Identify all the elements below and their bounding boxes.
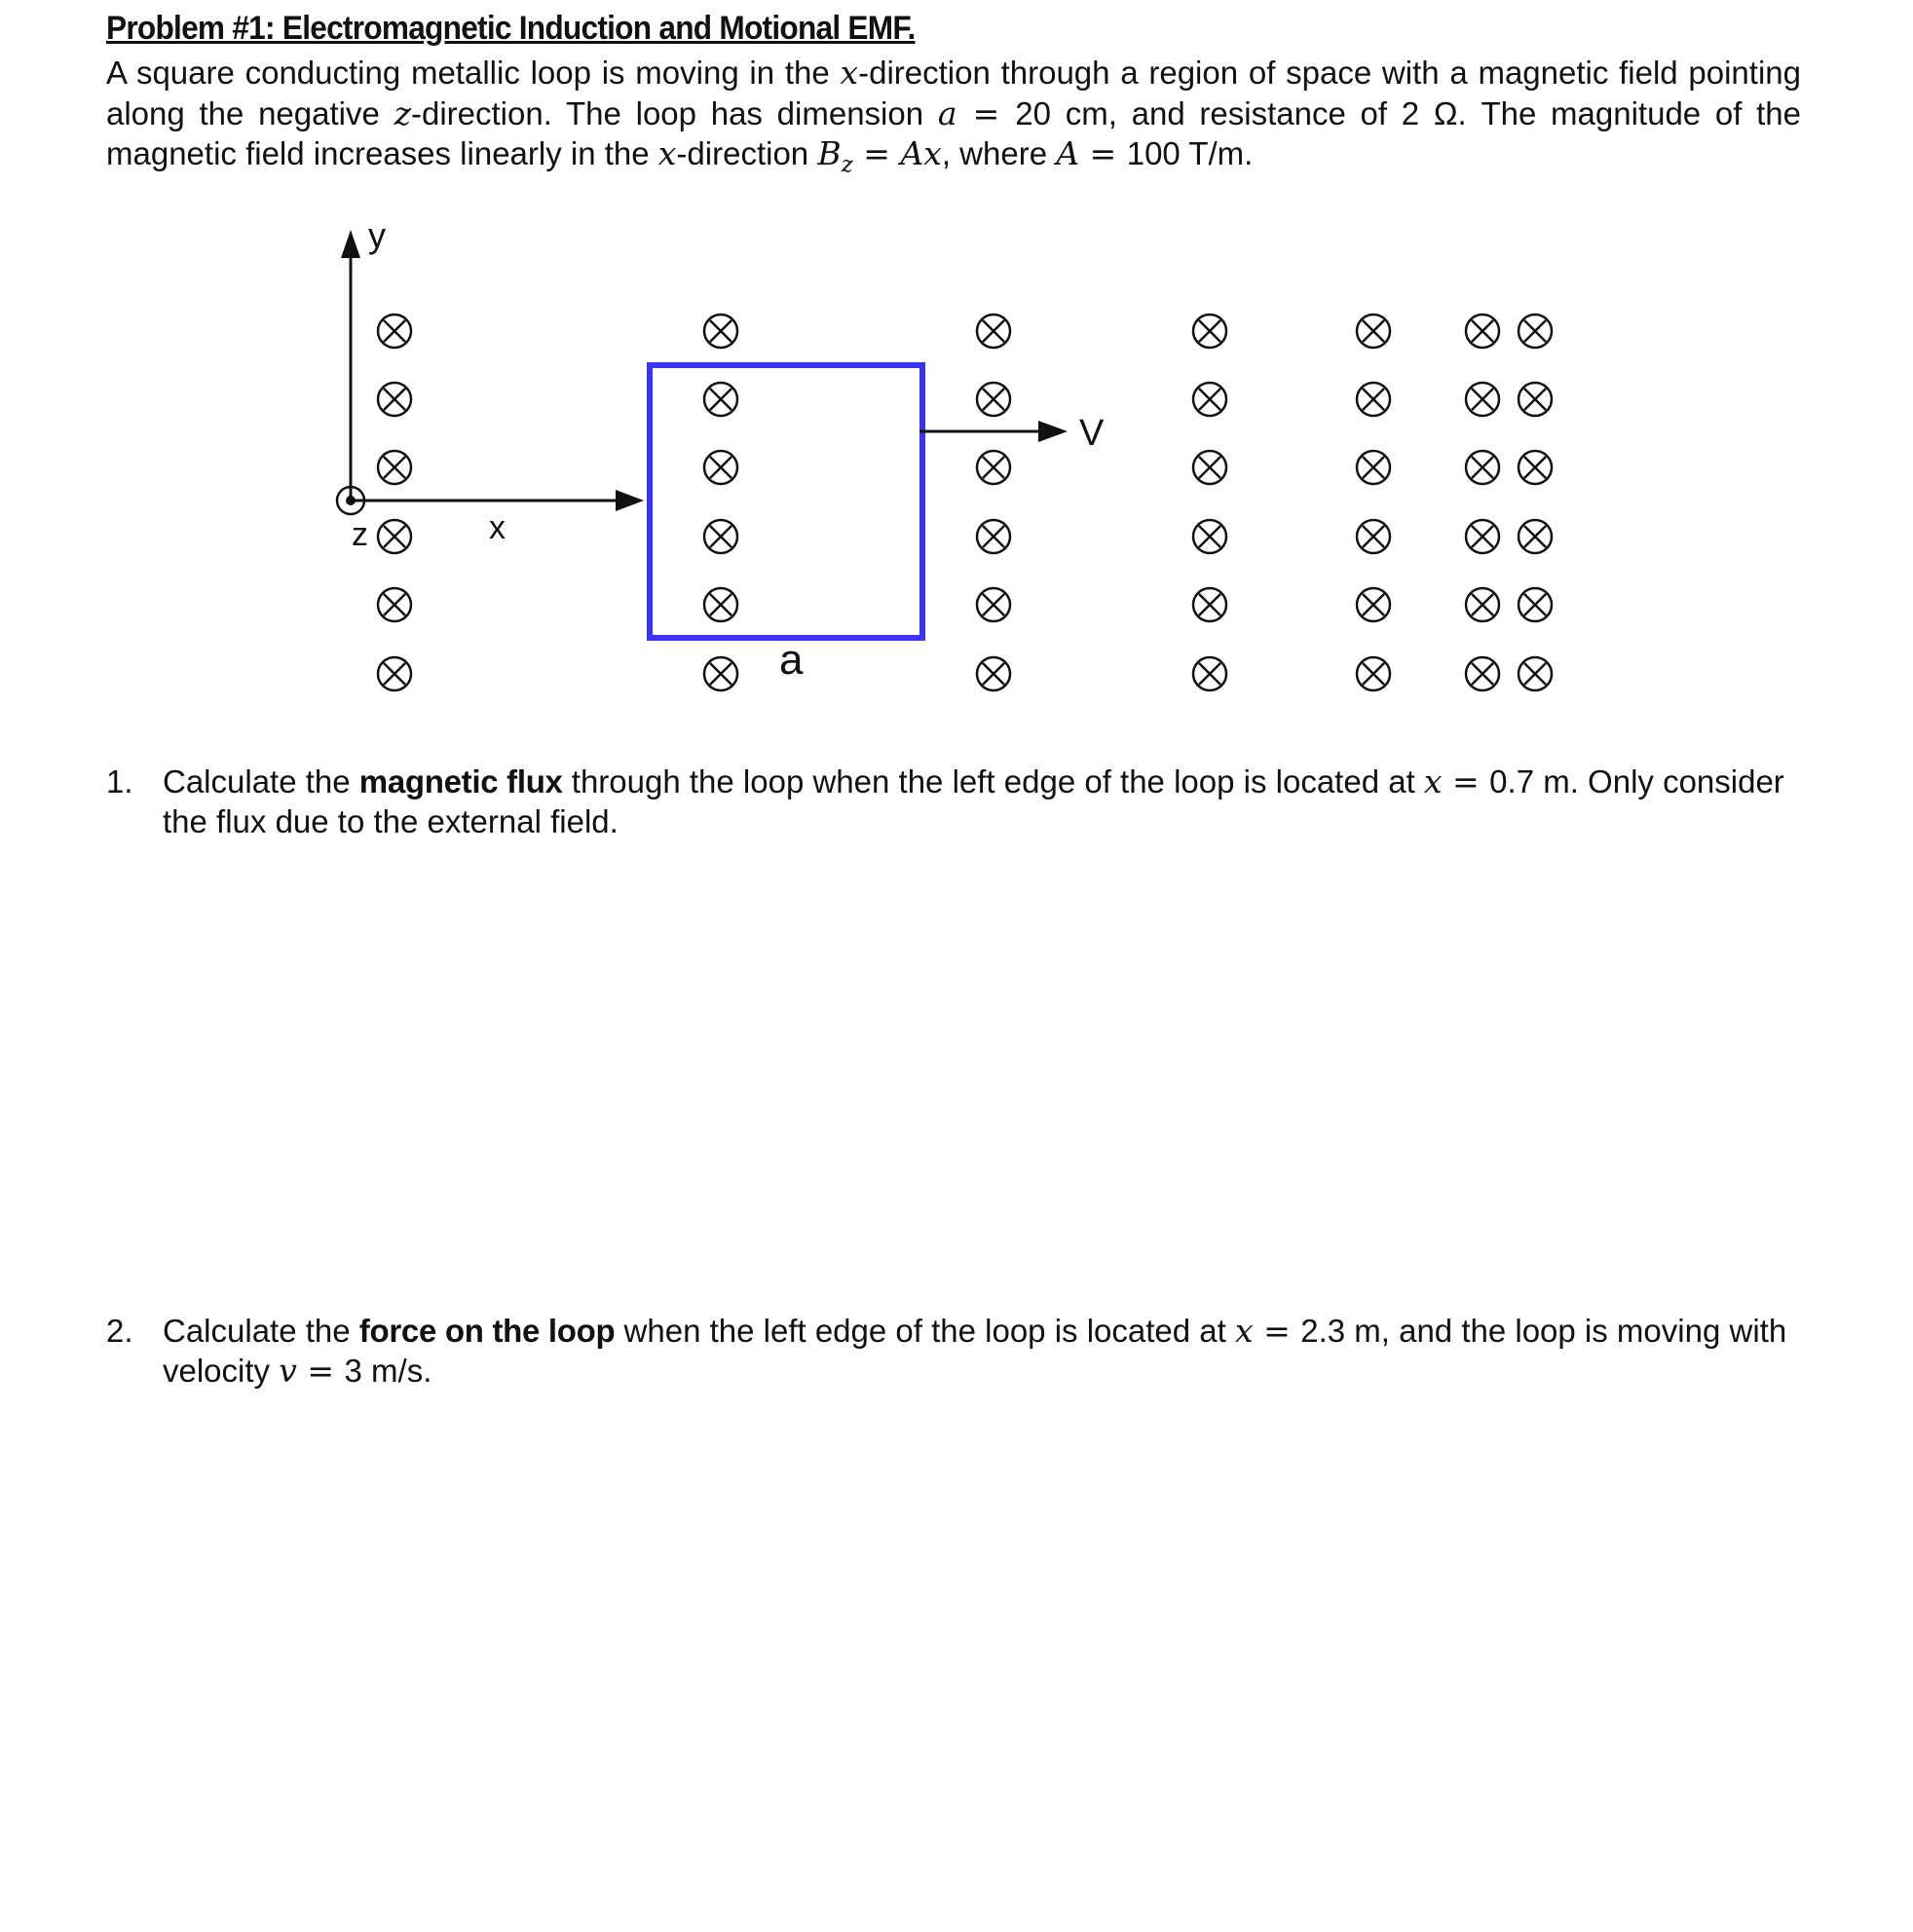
var-x: x	[840, 54, 859, 92]
intro-text: -direction through a region of space with a magnetic field pointing along the negative	[106, 55, 1801, 131]
question-text-part: 0.7 m. Only consider the flux due to the external field.	[163, 763, 1784, 839]
field-into-page-icon	[378, 451, 411, 484]
intro-text: , where	[941, 135, 1057, 171]
field-into-page-icon	[1466, 451, 1499, 484]
field-into-page-icon	[977, 657, 1010, 690]
field-into-page-icon	[1357, 315, 1390, 348]
conducting-loop	[650, 365, 922, 638]
field-into-page-icon	[378, 520, 411, 553]
field-into-page-icon	[1466, 520, 1499, 553]
field-into-page-icon	[1193, 315, 1226, 348]
question-text-part: when the left edge of the loop is located at	[615, 1313, 1235, 1349]
equals-sign: =	[956, 93, 1016, 132]
velocity-arrowhead-icon	[1038, 421, 1068, 442]
field-into-page-icon	[1519, 315, 1552, 348]
var-Ax: Ax	[900, 134, 942, 172]
question-1	[106, 762, 1801, 841]
loop-field-diagram	[0, 0, 1913, 740]
field-into-page-icon	[1519, 657, 1552, 690]
question-keyword: force on the loop	[358, 1313, 616, 1349]
var-a: a	[937, 93, 957, 132]
field-into-page-icon	[1519, 588, 1552, 621]
question-2	[106, 1311, 1801, 1391]
velocity-label: V	[1079, 413, 1105, 454]
equals-sign: =	[1079, 134, 1127, 172]
field-into-page-icon	[977, 520, 1010, 553]
field-into-page-icon	[1193, 520, 1226, 553]
z-axis-label: z	[352, 516, 368, 553]
equals-sign: =	[1253, 1312, 1301, 1350]
field-into-page-icon	[704, 383, 737, 416]
equals-sign: =	[296, 1352, 345, 1390]
intro-text: -direction	[676, 135, 818, 171]
equals-sign: =	[852, 134, 901, 172]
field-into-page-icon	[378, 657, 411, 690]
question-number: 2.	[106, 1313, 133, 1349]
field-into-page-icon	[1193, 588, 1226, 621]
field-into-page-icon	[1193, 657, 1226, 690]
intro-text: 20 cm, and resistance of 2 Ω. The magnitude of the magnetic field increases linearly in the	[106, 94, 1802, 171]
question-number: 1.	[106, 763, 133, 799]
field-into-page-icon	[977, 588, 1010, 621]
field-into-page-icon	[1193, 383, 1226, 416]
field-into-page-icon	[1466, 383, 1499, 416]
var-v: v	[279, 1352, 297, 1390]
field-into-page-icon	[378, 588, 411, 621]
x-axis-label: x	[489, 509, 506, 546]
question-text-part: 3 m/s.	[344, 1353, 432, 1389]
field-into-page-icon	[977, 315, 1010, 348]
var-z: z	[394, 93, 411, 132]
field-into-page-icon	[1519, 520, 1552, 553]
equals-sign: =	[1442, 762, 1490, 800]
field-into-page-icon	[704, 588, 737, 621]
y-axis-label: y	[368, 215, 386, 255]
z-axis-dot-icon	[346, 496, 356, 505]
question-text-part: 2.3 m, and the loop is moving with velocity	[163, 1313, 1787, 1389]
field-into-page-icon	[1357, 657, 1390, 690]
var-x: x	[1423, 762, 1443, 800]
var-x: x	[657, 134, 677, 172]
magnetic-field-grid	[378, 315, 1552, 690]
field-into-page-icon	[704, 451, 737, 484]
question-text-part: Calculate the	[163, 763, 359, 799]
question-text	[163, 1311, 1801, 1391]
field-into-page-icon	[1357, 451, 1390, 484]
field-into-page-icon	[1466, 315, 1499, 348]
var-B: B	[817, 134, 842, 172]
question-text-part: Calculate the	[163, 1313, 359, 1349]
field-into-page-icon	[1466, 588, 1499, 621]
problem-title: Problem #1: Electromagnetic Induction and Motional EMF.	[106, 10, 916, 47]
field-into-page-icon	[1519, 383, 1552, 416]
intro-text: A square conducting metallic loop is moving in the	[106, 55, 841, 91]
x-axis-arrowhead-icon	[616, 490, 644, 511]
field-into-page-icon	[1466, 657, 1499, 690]
intro-text: -direction. The loop has dimension	[410, 94, 938, 131]
question-keyword: magnetic flux	[358, 763, 563, 799]
field-into-page-icon	[1357, 520, 1390, 553]
question-text-part: through the loop when the left edge of the loop is located at	[562, 763, 1424, 799]
field-into-page-icon	[378, 383, 411, 416]
field-into-page-icon	[977, 383, 1010, 416]
field-into-page-icon	[704, 520, 737, 553]
field-into-page-icon	[1357, 588, 1390, 621]
subscript-z: z	[841, 152, 853, 178]
field-into-page-icon	[1193, 451, 1226, 484]
var-x: x	[1234, 1312, 1254, 1350]
field-into-page-icon	[1357, 383, 1390, 416]
field-into-page-icon	[1519, 451, 1552, 484]
field-into-page-icon	[378, 315, 411, 348]
field-into-page-icon	[704, 315, 737, 348]
intro-text: 100 T/m.	[1126, 135, 1254, 171]
question-text	[163, 762, 1801, 841]
field-into-page-icon	[977, 451, 1010, 484]
var-A: A	[1056, 134, 1080, 172]
y-axis-arrowhead-icon	[341, 230, 360, 258]
field-into-page-icon	[704, 657, 737, 690]
loop-dimension-label: a	[779, 636, 804, 684]
